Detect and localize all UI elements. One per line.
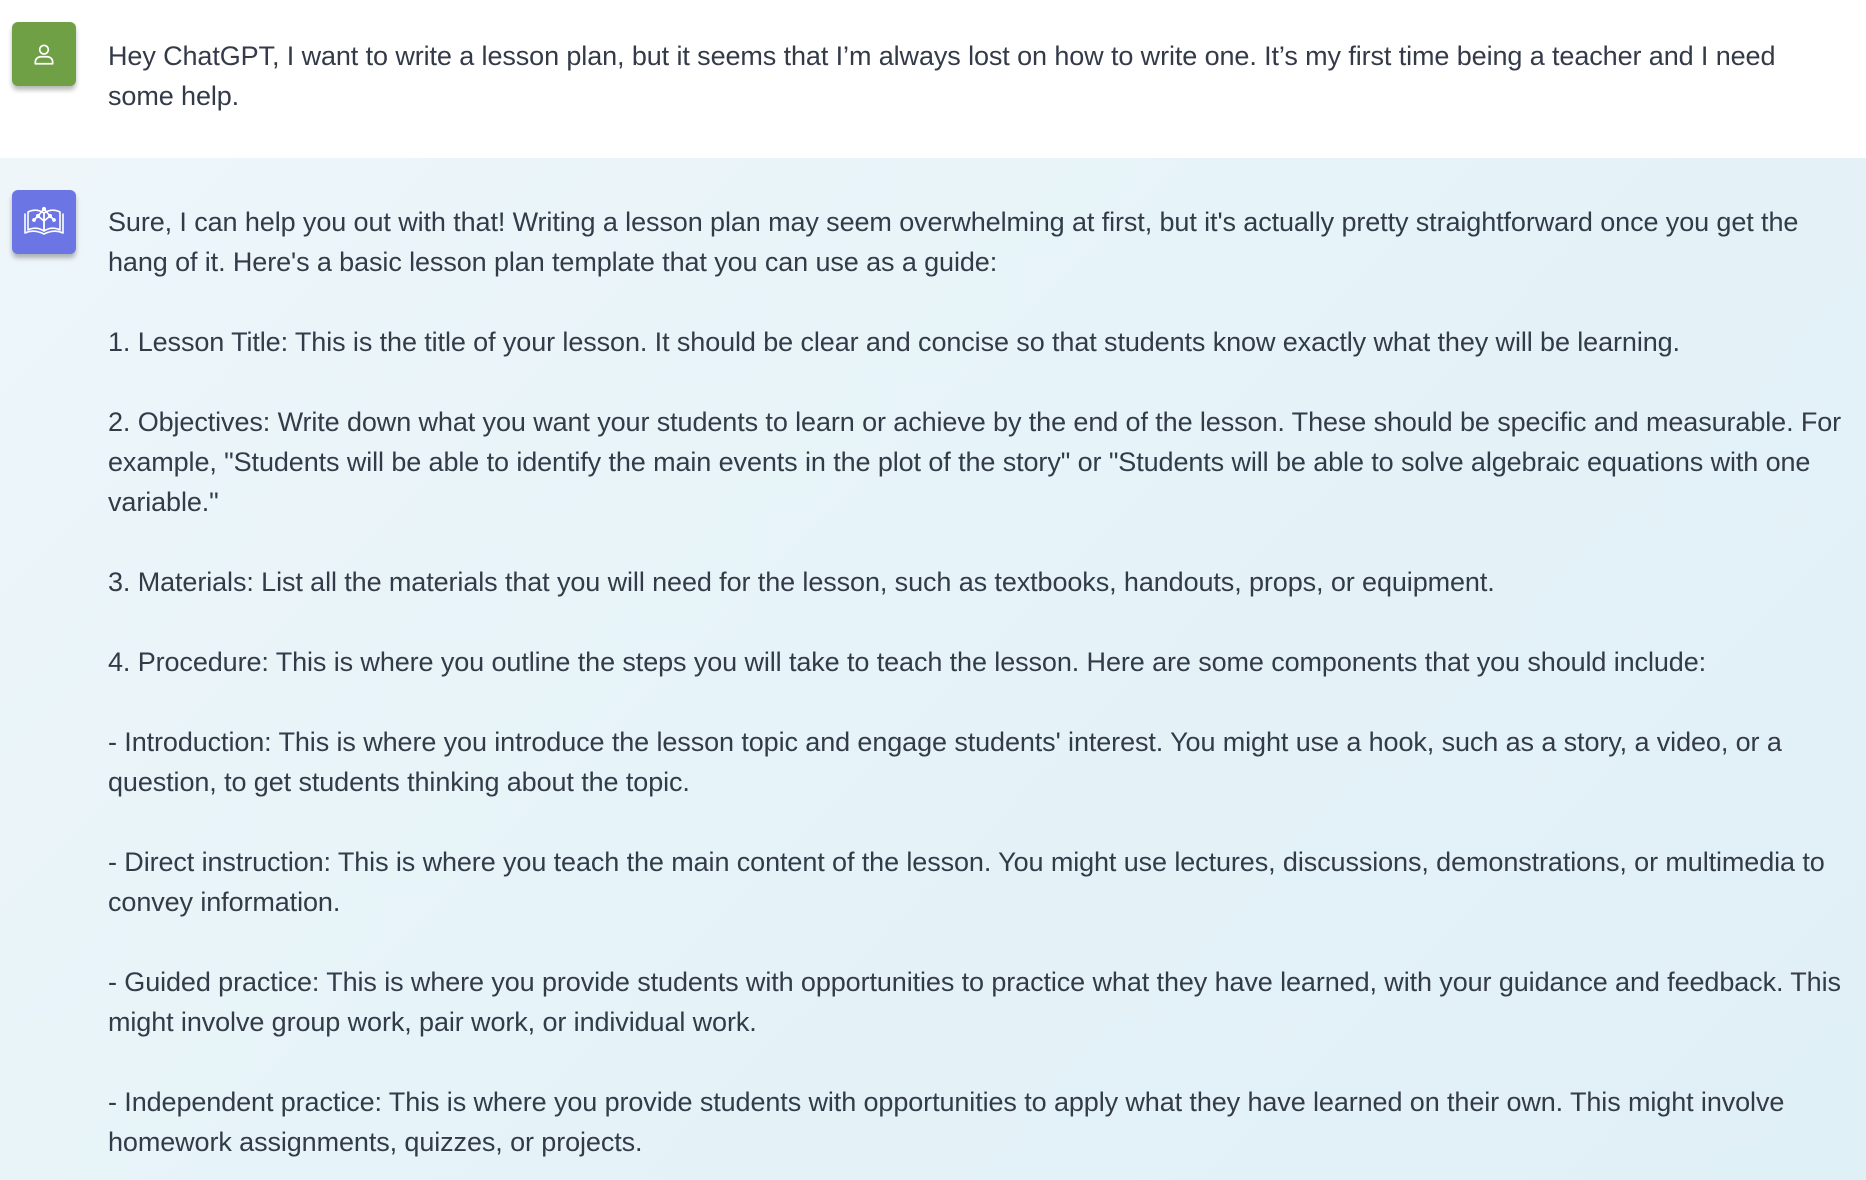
- assistant-paragraph: - Direct instruction: This is where you teach the main content of the lesson. You might use lectures, discussions, demonstrations, or multimedia to convey information.: [108, 847, 1825, 917]
- assistant-paragraph: 1. Lesson Title: This is the title of your lesson. It should be clear and concise so that students know exactly what they will be learning.: [108, 327, 1680, 357]
- open-book-icon: [22, 204, 66, 240]
- assistant-avatar: [12, 190, 76, 254]
- user-icon: [31, 41, 57, 67]
- assistant-paragraph: Sure, I can help you out with that! Writing a lesson plan may seem overwhelming at first, but it's actually pretty straightforward once you get the hang of it. Here's a basic lesson plan template that you can use as a guide:: [108, 207, 1799, 277]
- assistant-paragraph: - Independent practice: This is where you provide students with opportunities to apply what they have learned on their own. This might involve homework assignments, quizzes, or projects.: [108, 1087, 1785, 1157]
- user-avatar: [12, 22, 76, 86]
- assistant-paragraph: - Guided practice: This is where you provide students with opportunities to practice what they have learned, with your guidance and feedback. This might involve group work, pair work, or individual work.: [108, 967, 1841, 1037]
- assistant-paragraph: 4. Procedure: This is where you outline the steps you will take to teach the lesson. Here are some components that you should include:: [108, 647, 1707, 677]
- user-message-text: Hey ChatGPT, I want to write a lesson plan, but it seems that I’m always lost on how to write one. It’s my first time being a teacher and I need some help.: [108, 41, 1776, 111]
- assistant-paragraph: 2. Objectives: Write down what you want your students to learn or achieve by the end of the lesson. These should be specific and measurable. For example, "Students will be able to identify the main events in the plot of the story" or "Students will be able to solve algebraic equations with one variable.": [108, 407, 1842, 517]
- assistant-paragraph: - Introduction: This is where you introduce the lesson topic and engage students' interest. You might use a hook, such as a story, a video, or a question, to get students thinking about the topic.: [108, 727, 1782, 797]
- assistant-message: [0, 158, 1866, 1180]
- user-message: [0, 0, 1866, 158]
- assistant-message-text: [108, 202, 1848, 1162]
- assistant-paragraph: 3. Materials: List all the materials that you will need for the lesson, such as textbooks, handouts, props, or equipment.: [108, 567, 1495, 597]
